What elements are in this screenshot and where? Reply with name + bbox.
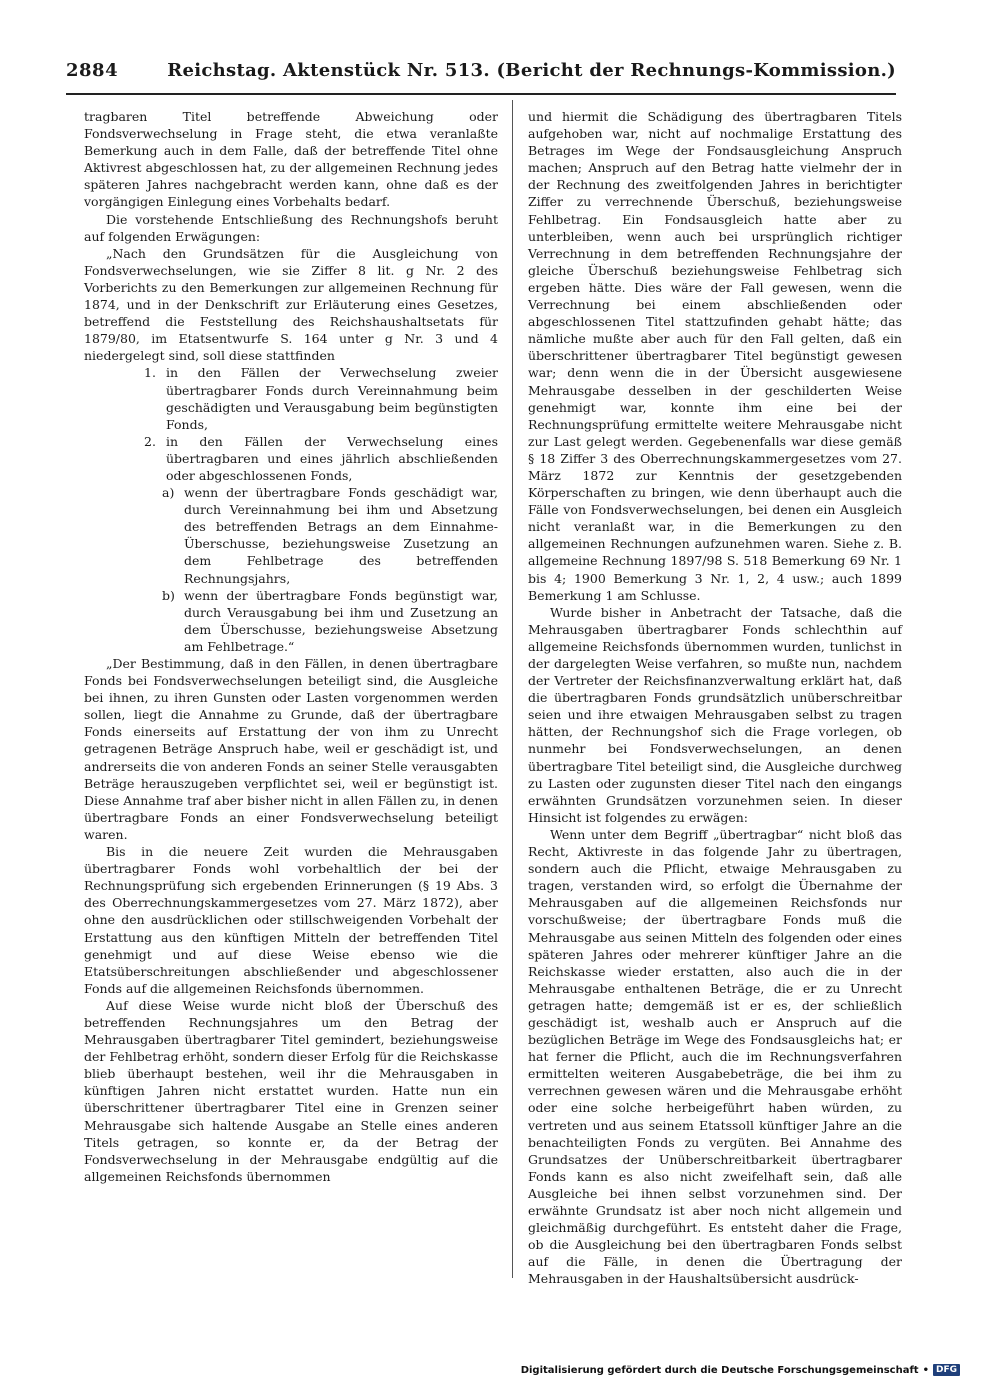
footer-separator: • [922,1364,929,1376]
paragraph: und hiermit die Schädigung des übertragbaren Titels aufgehoben war, nicht auf nochmalige Erstattung des Betrages im Wege der Fondsausgleichung Anspruch machen; Anspruch auf den Betrag hatte vielmehr der in der Rechnung des zweitfolgenden Jahres in berichtigter Ziffer zu verrechnende Überschuß, beziehungsweise Fehlbetrag. Ein Fondsausgleich hatte aber zu unterbleiben, wenn auch bei ursprünglich richtiger Verrechnung in dem betreffenden Rechnungsjahre der gleiche Überschuß beziehungsweise Fehlbetrag sich ergeben hätte. Dies wäre der Fall gewesen, wenn die Verrechnung bei einem abschließenden oder abgeschlossenen Titel stattzufinden gehabt hätte; das nämliche mußte aber auch für den Fall gelten, daß ein überschrittener übertragbarer Titel begünstigt gewesen war; denn wenn die in der Übersicht ausgewiesene Mehrausgabe desselben in der geschilderten Weise genehmigt war, konnte ihm eine bei der Rechnungsprüfung ermittelte weitere Mehrausgabe nicht zur Last gelegt werden. Gegebenenfalls war diese gemäß § 18 Ziffer 3 des Oberrechnungskammergesetzes vom 27. März 1872 zur Kenntnis der gesetzgebenden Körperschaften zu bringen, wie denn überhaupt auch die Fälle von Fondsverwechselungen, bei denen ein Ausgleich nicht veranlaßt war, in die Bemerkungen zu den allgemeinen Rechnungen aufzunehmen waren. Siehe z. B. allgemeine Rechnung 1897/98 S. 518 Bemerkung 69 Nr. 1 bis 4; 1900 Bemerkung 3 Nr. 1, 2, 4 usw.; auch 1899 Bemerkung 1 am Schlusse. [528,109,902,603]
page-header [66,60,896,92]
sub-list-item [162,484,498,587]
header-rule [66,93,896,95]
column-divider [512,100,513,1278]
list-item-text: in den Fällen der Verwechselung eines übertragbaren und eines jährlich abschließenden oder abgeschlossenen Fonds, [166,433,498,483]
paragraph: „Nach den Grundsätzen für die Ausgleichung von Fondsverwechselungen, wie sie Ziffer 8 lit. g Nr. 2 des Vorberichts zu den Bemerkungen zur allgemeinen Rechnung für 1874, und in der Denkschrift zur Erläuterung eines Gesetzes, betreffend die Feststellung des Reichshaushaltsetats für 1879/80, im Etatsentwurfe S. 164 unter g Nr. 3 und 4 niedergelegt sind, soll diese stattfinden [84,245,498,364]
paragraph: Die vorstehende Entschließung des Rechnungshofs beruht auf folgenden Erwägungen: [84,211,498,244]
page-number: 2884 [66,60,119,81]
sub-list-letter: a) [162,485,175,501]
list-number: 2. [144,433,156,449]
list-item-text: in den Fällen der Verwechselung zweier übertragbarer Fonds durch Vereinnahmung beim geschädigten und Verausgabung beim begünstigten Fonds, [166,365,498,432]
paragraph: Auf diese Weise wurde nicht bloß der Überschuß des betreffenden Rechnungsjahres um den Betrag der Mehrausgaben übertragbarer Titel gemindert, beziehungsweise der Fehlbetrag erhöht, sondern dieser Erfolg für die Reichskasse blieb überhaupt bestehen, weil ihr die Mehrausgaben in künftigen Jahren nicht erstattet wurden. Hatte nun ein überschrittener übertragbarer Titel eine in Grenzen seiner Mehrausgabe sich haltende Ausgabe an Stelle eines anderen Titels getragen, so konnte er, da der Betrag der Fondsverwechselung in der Mehrausgabe endgültig auf die allgemeinen Reichsfonds übernommen [84,997,498,1184]
sub-list-item [162,587,498,655]
sub-list-item-text: wenn der übertragbare Fonds begünstigt war, durch Verausgabung bei ihm und Zusetzung an dem Überschusse, beziehungsweise Absetzung am Fehlbetrage.“ [184,587,498,654]
list-number: 1. [144,365,156,381]
left-column [84,108,498,1185]
list-item [144,364,498,432]
right-column [528,108,902,1287]
paragraph: „Der Bestimmung, daß in den Fällen, in denen übertragbare Fonds bei Fondsverwechselungen beteiligt sind, die Ausgleiche bei ihnen, zu ihren Gunsten oder Lasten vorgenommen werden sollen, liegt die Annahme zu Grunde, daß der übertragbare Fonds einerseits auf Erstattung der von ihm zu Unrecht getragenen Beträge Anspruch habe, weil er geschädigt ist, und andrerseits die von anderen Fonds an seiner Stelle verausgabten Beträge herauszugeben verpflichtet sei, weil er begünstigt ist. Diese Annahme traf aber bisher nicht in allen Fällen zu, in denen übertragbare Fonds an einer Fondsverwechselung beteiligt waren. [84,656,498,842]
sub-list-item-text: wenn der übertragbare Fonds geschädigt war, durch Vereinnahmung bei ihm und Absetzung des betreffenden Betrags an dem Einnahme-Überschusse, beziehungsweise Zusetzung an dem Fehlbetrage des betreffenden Rechnungsjahrs, [184,485,498,586]
paragraph: tragbaren Titel betreffende Abweichung oder Fondsverwechselung in Frage steht, die etwa veranlaßte Bemerkung auch in dem Falle, daß der betreffende Titel ohne Aktivrest abgeschlossen hat, zu der allgemeinen Rechnung jedes späteren Jahres nachgebracht werden kann, ohne daß es der vorgängigen Einlegung eines Vorbehalts bedarf. [84,109,498,210]
dfg-logo-icon: DFG [933,1364,960,1376]
paragraph: Wurde bisher in Anbetracht der Tatsache, daß die Mehrausgaben übertragbarer Fonds schlechthin auf allgemeine Reichsfonds übernommen wurden, tunlichst in der dargelegten Weise verfahren, so mußte nun, nachdem der Vertreter der Reichsfinanzverwaltung erklärt hat, daß die übertragbaren Fonds grundsätzlich unüberschreitbar seien und ihre etwaigen Mehrausgaben selbst zu tragen hätten, der Rechnungshof sich die Frage vorlegen, ob nunmehr bei Fondsverwechselungen, an denen übertragbare Titel beteiligt sind, die Ausgleiche durchweg zu Lasten oder zugunsten dieser Titel nach den eingangs erwähnten Grundsätzen vorzunehmen seien. In dieser Hinsicht ist folgendes zu erwägen: [528,604,902,825]
list-item [144,433,498,484]
paragraph: Bis in die neuere Zeit wurden die Mehrausgaben übertragbarer Fonds wohl vorbehaltlich der bei der Rechnungsprüfung sich ergebenden Erinnerungen (§ 19 Abs. 3 des Oberrechnungskammergesetzes vom 27. März 1872), aber ohne den ausdrücklichen oder stillschweigenden Vorbehalt der Erstattung aus den künftigen Mitteln der betreffenden Titel genehmigt und auf diese Weise ebenso wie die Etatsüberschreitungen abschließender und abgeschlossener Fonds auf die allgemeinen Reichsfonds übernommen. [84,844,498,996]
paragraph: Wenn unter dem Begriff „übertragbar“ nicht bloß das Recht, Aktivreste in das folgende Jahr zu übertragen, sondern auch die Pflicht, etwaige Mehrausgaben zu tragen, verstanden wird, so erfolgt die Übernahme der Mehrausgaben auf die allgemeinen Reichsfonds nur vorschußweise; der übertragbare Fonds muß die Mehrausgabe aus seinen Mitteln des folgenden oder eines späteren Jahres oder mehrerer künftiger Jahre an die Reichskasse wieder erstatten, also auch die in der Mehrausgabe enthaltenen Beträge, die er zu Unrecht getragen hatte; demgemäß ist er es, der schließlich geschädigt ist, weshalb auch er Anspruch auf die bezüglichen Beträge im Wege des Fondsausgleichs hat; er hat ferner die Pflicht, auch die im Rechnungsverfahren ermittelten weiteren Ausgabebeträge, die bei ihm zu verrechnen gewesen wären und die Mehrausgabe erhöht oder eine solche herbeigeführt haben würden, zu vertreten und aus seinem Etatssoll künftiger Jahre an die benachteiligten Fonds zu vergüten. Bei Annahme des Grundsatzes der Unüberschreitbarkeit übertragbarer Fonds kann es also nicht zweifelhaft sein, daß alle Ausgleiche bei ihnen selbst vorzunehmen sind. Der erwähnte Grundsatz ist aber noch nicht allgemein und gleichmäßig durchgeführt. Es entsteht daher die Frage, ob die Ausgleichung bei den übertragbaren Fonds selbst auf die Fälle, in denen die Übertragung der Mehrausgaben in der Haushaltsübersicht ausdrück- [528,826,902,1287]
digitization-footer [521,1364,960,1376]
sub-list-letter: b) [162,587,175,603]
running-title: Reichstag. Aktenstück Nr. 513. (Bericht der Rechnungs-Kommission.) [167,60,896,81]
footer-credit: Digitalisierung gefördert durch die Deutsche Forschungsgemeinschaft [520,1364,919,1376]
